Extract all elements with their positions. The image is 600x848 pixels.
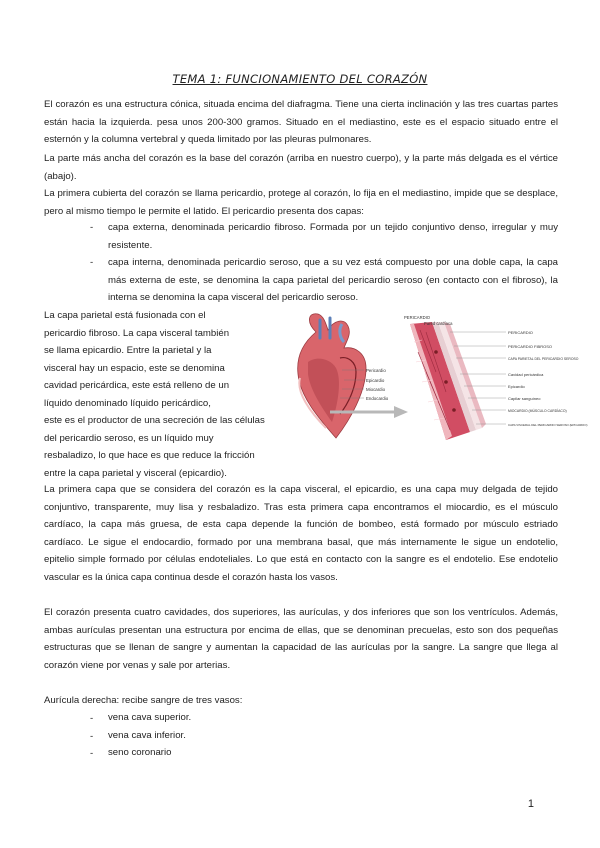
figure-label: Epicardio: [508, 384, 525, 389]
text-line: resbaladizo, lo que hace es que reduce la fricción: [44, 450, 255, 461]
text-line: La capa parietal está fusionada con el: [44, 310, 206, 321]
figure-label: CAPA VISCERAL DEL PERICARDIO SEROSO (EPICARDIO): [508, 423, 588, 427]
figure-label: PERICARDIO FIBROSO: [508, 344, 553, 349]
figure-label: Cavidad pericárdica: [508, 372, 544, 377]
figure-label: Pericardio: [366, 368, 386, 373]
text-line: se llama epicardio. Entre la parietal y la: [44, 345, 212, 356]
figure-label: PERICARDIO: [404, 315, 431, 320]
text-line: líquido denominado líquido pericárdico,: [44, 398, 211, 409]
list-item-internal-layer: capa interna, denominada pericardio seroso, que a su vez está compuesto por una doble capa, la capa más externa de este, se denomina la capa parietal del pericardio seroso (en contacto con el fibroso), la interna se denomina la capa visceral del pericardio seroso.: [108, 257, 558, 304]
page-title: TEMA 1: FUNCIONAMIENTO DEL CORAZÓN: [172, 72, 428, 86]
paragraph-base-apex: La parte más ancha del corazón es la base del corazón (arriba en nuestro cuerpo), y la parte más delgada es el vértice (abajo).: [44, 153, 558, 182]
paragraph-pericardium: La primera cubierta del corazón se llama pericardio, protege al corazón, lo fija en el mediastino, impide que se desplace, pero al mismo tiempo le permite el latido. El pericardio presenta dos capas:: [44, 188, 558, 217]
atrium-list-item: seno coronario: [108, 747, 172, 758]
figure-label: Capilar sanguíneo: [508, 396, 541, 401]
text-line: este es el productor de una secreción de las células: [44, 415, 265, 426]
text-line: pericardio fibroso. La capa visceral también: [44, 328, 230, 339]
paragraph-heart-layers: La primera capa que se considera del corazón es la capa visceral, el epicardio, es una capa muy delgada de tejido conjuntivo, transparente, muy lisa y resbaladizo. Tras esta primera capa encontramos el miocardio, es el músculo cardíaco, la capa más gruesa, de esta capa depende la función de bombeo, está formado por músculo estriado cardíaco. Le sigue el endocardio, formado por una membrana basal, que más internamente le sigue un endotelio, epitelio simple formado por células endoteliales. Lo que está en contacto con la sangre es el endotelio. Ese endotelio vascular es la única capa continua desde el corazón hasta los vasos.: [44, 484, 558, 583]
atrium-heading: Aurícula derecha: recibe sangre de tres vasos:: [44, 695, 243, 706]
list-dash: -: [90, 713, 94, 724]
paragraph-cavities: El corazón presenta cuatro cavidades, dos superiores, las aurículas, y dos inferiores que son los ventrículos. Además, ambas aurículas presentan una estructura por encima de ellas, que se denominan precuelas, esto son dos pequeñas estructuras que se llenan de sangre y aumentan la capacidad de las aurículas por la sangre. La sangre que llega al corazón viene por venas y sale por arterias.: [44, 607, 558, 671]
atrium-list-item: vena cava superior.: [108, 712, 192, 723]
list-item-external-layer: capa externa, denominada pericardio fibroso. Formada por un tejido conjuntivo denso, irregular y muy resistente.: [108, 222, 558, 251]
list-dash: -: [90, 257, 94, 268]
text-line: del pericardio seroso, es un líquido muy: [44, 433, 214, 444]
figure-label: Miocardio: [366, 387, 386, 392]
page-number: 1: [527, 798, 534, 810]
text-line: visceral hay un espacio, este se denomina: [44, 363, 225, 374]
paragraph-intro: El corazón es una estructura cónica, situada encima del diafragma. Tiene una cierta inclinación y las tres cuartas partes están hacia la izquierda. pesa unos 200-300 gramos. Situado en el mediastino, este es el espacio situado entre el esternón y la columna vertebral y queda limitado por las pleuras pulmonares.: [44, 99, 558, 146]
text-line: entre la capa parietal y visceral (epicardio).: [44, 468, 227, 479]
figure-label: Pared cardíaca: [424, 321, 453, 326]
figure-label: Endocardio: [366, 396, 389, 401]
heart-wall-figure: [286, 312, 588, 452]
figure-label: Epicardio: [366, 378, 385, 383]
text-line: cavidad pericárdica, este está relleno de un: [44, 380, 230, 391]
figure-label: MIOCARDIO (MÚSCULO CARDÍACO): [508, 409, 567, 413]
list-dash: -: [90, 731, 94, 742]
heart-illustration: [298, 314, 366, 438]
list-dash: -: [90, 222, 94, 233]
list-dash: -: [90, 748, 94, 759]
atrium-list-item: vena cava inferior.: [108, 730, 186, 741]
figure-label: CAPA PARIETAL DEL PERICARDIO SEROSO: [508, 357, 579, 361]
heart-wall-section: [410, 322, 486, 440]
figure-label: PERICARDIO: [508, 330, 533, 335]
